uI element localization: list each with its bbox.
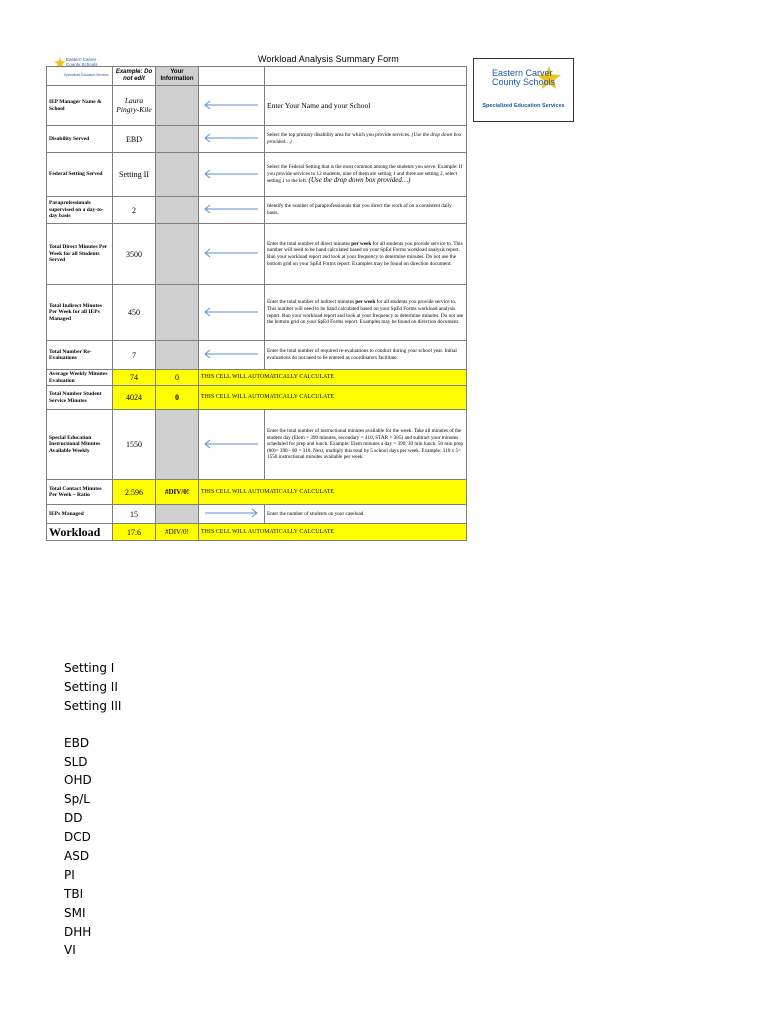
row-label: Workload (47, 524, 113, 541)
header-row (47, 67, 467, 86)
info-input-reevaluations[interactable] (156, 341, 199, 370)
list-item: SMI (64, 905, 86, 920)
auto-calc-note: THIS CELL WILL AUTOMATICALLY CALCULATE (199, 524, 467, 541)
row-description: Select the Federal Setting that is the most common among the students you serve. Example: If you provide services to 12 students, nine of them are setting 1 and three are setting 2, select setting 1 to the left. (Use the drop down box provided…) (265, 153, 467, 197)
computed-value: #DIV/0! (156, 524, 199, 541)
list-item: SLD (64, 754, 88, 769)
example-value: 74 (113, 370, 156, 386)
table-row (47, 197, 467, 224)
example-value: 1550 (113, 410, 156, 480)
logo-line-1: Eastern Carver (492, 68, 553, 78)
row-label: Paraprofessionals supervised on a day-to-day basis (47, 197, 113, 224)
table-row (47, 524, 467, 541)
example-value: 7 (113, 341, 156, 370)
list-item: EBD (64, 735, 90, 750)
info-input-indirect-minutes[interactable] (156, 285, 199, 341)
list-item: ASD (64, 849, 90, 864)
table-row (47, 224, 467, 285)
example-value: 4024 (113, 386, 156, 410)
list-item: DD (64, 811, 83, 826)
example-value: 2 (113, 197, 156, 224)
example-value: Setting II (113, 153, 156, 197)
district-logo (473, 58, 574, 122)
table-row (47, 505, 467, 524)
arrow-icon (199, 341, 265, 370)
row-description: Enter the total number of indirect minutes per week for all students you provide service to. This number will need to be hand calculated based on your SpEd Forms workload analysis report. Run your workload report and look at your frequency to determine minutes. Do not use the bottom grid on your SpEd Forms report. Examples may be found on direction document. (265, 285, 467, 341)
example-value: 2.596 (113, 480, 156, 505)
arrow-right-icon (199, 505, 265, 524)
row-label: Special Education Instructional Minutes Available Weekly (47, 410, 113, 480)
workload-table (46, 66, 467, 541)
info-column-header: Your Information (156, 67, 199, 86)
arrow-icon (199, 153, 265, 197)
list-item: PI (64, 867, 75, 882)
example-value: 15 (113, 505, 156, 524)
example-value: 450 (113, 285, 156, 341)
info-input-ieps-managed[interactable] (156, 505, 199, 524)
row-label: Federal Setting Served (47, 153, 113, 197)
table-row (47, 480, 467, 505)
arrow-icon (199, 86, 265, 126)
auto-calc-note: THIS CELL WILL AUTOMATICALLY CALCULATE (199, 480, 467, 505)
logo-tagline: Specialized Education Services (482, 103, 565, 109)
computed-value: 0 (156, 370, 199, 386)
row-label: Total Number Student Service Minutes (47, 386, 113, 410)
row-label: Disability Served (47, 126, 113, 153)
info-select-disability[interactable] (156, 126, 199, 153)
logo-line-2: County Schools (492, 77, 556, 87)
list-item: Setting I (64, 661, 115, 675)
table-row (47, 153, 467, 197)
list-item: Setting II (64, 679, 118, 694)
example-value: Laura Pingry-Kile (113, 86, 156, 126)
arrow-icon (199, 224, 265, 285)
info-input-paras[interactable] (156, 197, 199, 224)
table-row (47, 370, 467, 386)
example-column-header: Example: Do not edit (113, 67, 156, 86)
example-value: 3500 (113, 224, 156, 285)
info-input-manager[interactable] (156, 86, 199, 126)
list-item: TBI (64, 886, 84, 901)
row-description: Enter the total number of required re-evaluations to conduct during your school year. Initial evaluations do not need to be entered as coordinators facilitate. (265, 341, 467, 370)
auto-calc-note: THIS CELL WILL AUTOMATICALLY CALCULATE (199, 386, 467, 410)
small-logo-text: Eastern Carver County Schools (66, 57, 98, 67)
example-value: EBD (113, 126, 156, 153)
row-label: Total Direct Minutes Per Week for all Students Served (47, 224, 113, 285)
table-row (47, 86, 467, 126)
example-value: 17.6 (113, 524, 156, 541)
table-row (47, 126, 467, 153)
info-input-direct-minutes[interactable] (156, 224, 199, 285)
table-row (47, 410, 467, 480)
list-item: DHH (64, 924, 92, 939)
arrow-icon (199, 410, 265, 480)
list-item: OHD (64, 773, 92, 788)
arrow-icon (199, 285, 265, 341)
form-title: Workload Analysis Summary Form (258, 54, 399, 64)
dropdown-source-lists (64, 661, 121, 962)
row-description: Enter the number of students on your caseload (265, 505, 467, 524)
table-row (47, 285, 467, 341)
small-logo-tagline: Specialized Education Services (64, 73, 109, 77)
row-label: IEP Manager Name & School (47, 86, 113, 126)
computed-value: #DIV/0! (156, 480, 199, 505)
row-description: Enter the total number of instructional minutes available for the week. Take all minutes of the student day (Elem = 390 minutes, secondary = 410, STAR = 385) and subtract your minutes scheduled for prep and lunch. Example: Elem minutes a day = 390, 30 min lunch, 50 min prep (80)= 390 - 80 = 310. Next, multiply this total by 5 school days per week. Example: 310 x 5= 1550 instructional minutes available per week. (265, 410, 467, 480)
row-description: Enter Your Name and your School (265, 86, 467, 126)
row-label: Total Number Re-Evaluations (47, 341, 113, 370)
row-description: Select the top primary disability area for which you provide services. (Use the drop down box provided…) (265, 126, 467, 153)
row-label: Total Contact Minutes Per Week – Ratio (47, 480, 113, 505)
info-input-instructional-minutes[interactable] (156, 410, 199, 480)
row-label: Total Indirect Minutes Per Week for all IEPs Managed (47, 285, 113, 341)
row-label: IEPs Managed (47, 505, 113, 524)
auto-calc-note: THIS CELL WILL AUTOMATICALLY CALCULATE (199, 370, 467, 386)
table-row (47, 386, 467, 410)
list-item: VI (64, 943, 76, 958)
list-item: Sp/L (64, 792, 90, 807)
arrow-icon (199, 126, 265, 153)
computed-value: 0 (156, 386, 199, 410)
list-item: Setting III (64, 698, 122, 713)
info-select-setting[interactable] (156, 153, 199, 197)
arrow-icon (199, 197, 265, 224)
row-description: Enter the total number of direct minutes per week for all students you provide service to. This number will need to be hand calculated based on your SpEd Forms workload analysis report. Run your workload report and look at your frequency to determine minutes. Do not use the bottom grid on your SpEd Forms report. Examples may be found on direction document. (265, 224, 467, 285)
row-label: Average Weekly Minutes Evaluation (47, 370, 113, 386)
table-row (47, 341, 467, 370)
list-item: DCD (64, 830, 91, 845)
row-description: Identify the number of paraprofessionals that you direct the work of on a consistent daily basis. (265, 197, 467, 224)
